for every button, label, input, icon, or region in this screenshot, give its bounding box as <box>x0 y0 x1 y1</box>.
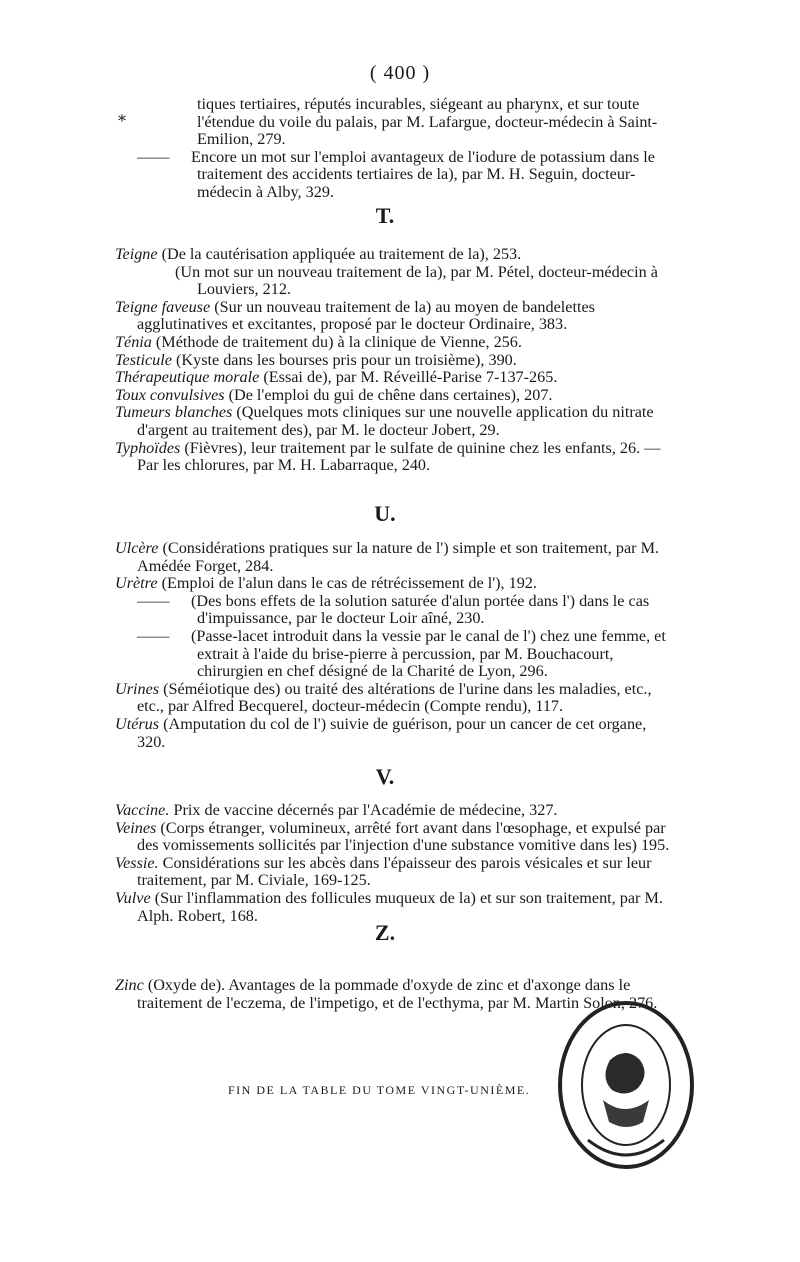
index-entry <box>115 540 675 575</box>
index-entry <box>115 404 675 439</box>
intro-line: tiques tertiaires, réputés incurables, siégeant au pharynx, et sur toute l'étendue du voile du palais, par M. Lafargue, docteur-médecin à Saint-Emilion, 279. <box>197 95 658 149</box>
index-entry <box>115 352 675 370</box>
entry-text: Prix de vaccine décernés par l'Académie de médecine, 327. <box>169 801 558 819</box>
entry-text: (De la cautérisation appliquée au traitement de la), 253. <box>157 245 522 263</box>
dash-mark: —— <box>137 147 170 166</box>
entry-text: (Méthode de traitement du) à la clinique de Vienne, 256. <box>151 332 522 351</box>
entry-text: (De l'emploi du gui de chêne dans certaines), 207. <box>224 385 553 404</box>
entry-heading: Thérapeutique morale <box>115 368 260 387</box>
entry-text: (Kyste dans les bourses pris pour un troisième), 390. <box>171 350 517 369</box>
entry-text: (Sur un nouveau traitement de la) au moyen de bandelettes agglutinatives et excitantes, proposé par le docteur Ordinaire, 383. <box>137 297 595 334</box>
entry-text: Encore un mot sur l'emploi avantageux de l'iodure de potassium dans le traitement des accidents tertiaires de la), par M. H. Seguin, docteur-médecin à Alby, 329. <box>191 147 655 201</box>
entry-heading: Toux convulsives <box>115 385 225 404</box>
section-letter-z: Z. <box>374 920 396 945</box>
dash-mark: —— <box>137 591 170 610</box>
section-t <box>115 246 675 475</box>
entry-text: (Amputation du col de l') suivie de guérison, pour un cancer de cet organe, 320. <box>137 714 647 751</box>
index-entry <box>115 264 675 299</box>
ink-mark-icon: ⁎ <box>118 108 126 125</box>
entry-heading: Vessie. <box>115 853 159 872</box>
entry-text: (Essai de), par M. Réveillé-Parise 7-137-265. <box>259 368 558 387</box>
section-u <box>115 540 675 751</box>
section-letter-t: T. <box>375 203 395 228</box>
entry-text: (Passe-lacet introduit dans la vessie par le canal de l') chez une femme, et extrait à l'aide du brise-pierre à percussion, par M. Bouchacourt, chirurgien en chef désigné de la Charité de Lyon, 296. <box>191 626 666 681</box>
entry-heading: Vaccine. <box>115 801 170 819</box>
index-entry <box>115 299 675 334</box>
intro-dash-entry <box>115 149 675 202</box>
dash-mark: —— <box>137 626 170 645</box>
index-entry <box>115 593 675 628</box>
index-entry <box>115 628 675 681</box>
entry-heading: Teigne faveuse <box>115 297 211 316</box>
entry-text: (Corps étranger, volumineux, arrêté fort avant dans l'œsophage, et expulsé par des vomissements sollicités par l'injection d'une substance vomitive dans les) 195. <box>137 818 670 855</box>
entry-heading: Zinc <box>115 976 144 994</box>
entry-text: (Considérations pratiques sur la nature de l') simple et son traitement, par M. Amédée Forget, 284. <box>137 539 660 575</box>
index-entry <box>115 820 675 855</box>
index-entry <box>115 575 675 593</box>
section-letter-u: U. <box>374 501 396 526</box>
section-v <box>115 802 675 925</box>
entry-text: (Quelques mots cliniques sur une nouvelle application du nitrate d'argent au traitement des), par M. le docteur Jobert, 29. <box>137 403 654 439</box>
entry-heading: Teigne <box>115 245 158 263</box>
entry-text: (Des bons effets de la solution saturée d'alun portée dans l') dans le cas d'impuissance, par le docteur Loir aîné, 230. <box>191 591 650 628</box>
entry-text: (Oxyde de). Avantages de la pommade d'oxyde de zinc et d'axonge dans le traitement de l'eczema, de l'impetigo, et de l'ecthyma, par M. Martin Solon, 276. <box>137 976 658 1012</box>
page-number: ( 400 ) <box>369 62 431 84</box>
entry-heading: Urètre <box>115 574 158 593</box>
index-entry <box>115 369 675 387</box>
index-entry <box>115 802 675 820</box>
entry-heading: Ténia <box>115 332 152 351</box>
entry-heading: Testicule <box>115 350 172 369</box>
index-entry <box>115 387 675 405</box>
entry-heading: Veines <box>115 818 157 837</box>
index-entry <box>115 440 675 475</box>
index-entry <box>115 681 675 716</box>
entry-heading: Utérus <box>115 714 160 733</box>
index-entry <box>115 716 675 751</box>
index-entry <box>115 855 675 890</box>
entry-text: (Sur l'inflammation des follicules muqueux de la) et sur son traitement, par M. Alph. Robert, 168. <box>137 888 663 925</box>
entry-heading: Tumeurs blanches <box>115 403 233 422</box>
index-entry <box>115 246 675 264</box>
intro-block <box>115 96 675 202</box>
end-of-table-line: FIN DE LA TABLE DU TOME VINGT-UNIÈME. <box>228 1083 531 1097</box>
index-entry <box>115 334 675 352</box>
entry-heading: Ulcère <box>115 539 159 557</box>
entry-text: (Emploi de l'alun dans le cas de rétrécissement de l'), 192. <box>157 574 537 593</box>
entry-text: Considérations sur les abcès dans l'épaisseur des parois vésicales et sur leur traitement, par M. Civiale, 169-125. <box>137 853 652 890</box>
section-letter-v: V. <box>375 764 395 789</box>
entry-text: (Séméiotique des) ou traité des altérations de l'urine dans les maladies, etc., etc., par Alfred Becquerel, docteur-médecin (Compte rendu), 117. <box>137 679 652 716</box>
entry-heading: Urines <box>115 679 160 698</box>
entry-text: (Fièvres), leur traitement par le sulfate de quinine chez les enfants, 26. — Par les chlorures, par M. H. Labarraque, 240. <box>137 438 661 475</box>
library-stamp-icon <box>548 990 700 1180</box>
entry-heading: Typhoïdes <box>115 438 181 457</box>
entry-heading: Vulve <box>115 888 151 907</box>
entry-text: (Un mot sur un nouveau traitement de la), par M. Pétel, docteur-médecin à Louviers, 212. <box>175 262 658 299</box>
